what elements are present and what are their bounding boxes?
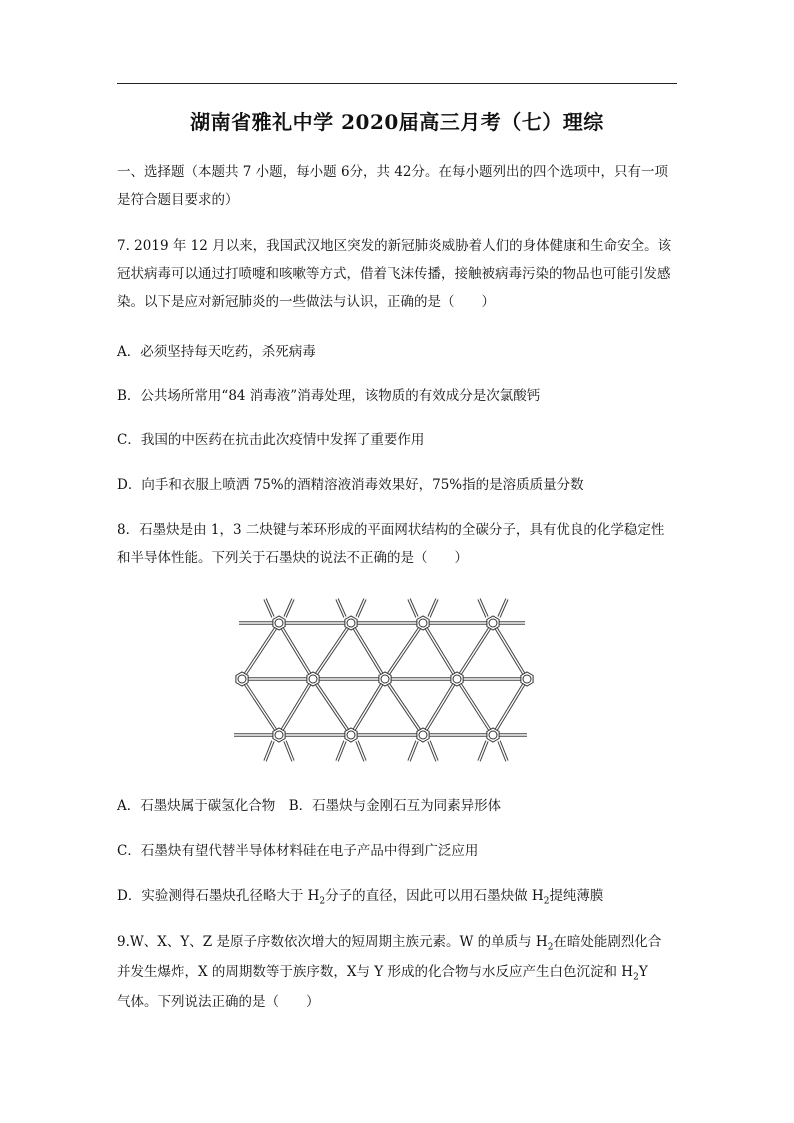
alkyne-bond	[494, 680, 528, 736]
section-heading: 一、选择题（本题共 7 小题，每小题 6分，共 42分。在每小题列出的四个选项中，只有一项是符合题目要求的）	[117, 164, 669, 208]
alkyne-bond	[492, 624, 526, 680]
alkyne-bond	[352, 680, 386, 736]
alkyne-bond	[458, 678, 494, 734]
alkyne-bond	[278, 624, 312, 680]
alkyne-bond	[422, 678, 456, 734]
alkyne-bond	[350, 678, 384, 734]
question-8-option-d: D．实验测得石墨炔孔径略大于 $H_2$分子的直径，因此可以用石墨炔做 $H_2$提纯薄膜	[117, 888, 604, 907]
alkyne-bond	[243, 678, 280, 734]
question-8-option-c: C．石墨炔有望代替半导体材料硅在电子产品中得到广泛应用	[117, 843, 479, 859]
aromatic-circle	[238, 675, 246, 683]
aromatic-circle	[419, 619, 427, 627]
aromatic-circle	[347, 731, 355, 739]
alkyne-bond	[243, 624, 280, 680]
alkyne-bond	[312, 680, 350, 736]
aromatic-circle	[275, 731, 283, 739]
aromatic-circle	[381, 675, 389, 683]
top-rule	[117, 83, 677, 84]
aromatic-circle	[347, 619, 355, 627]
question-7-stem: 7. 2019 年 12 月以来，我国武汉地区突发的新冠肺炎威胁着人们的身体健康和生命安全。该冠状病毒可以通过打喷嚏和咳嗽等方式，借着飞沫传播，接触被病毒污染的物品也可能引发感染。以下是应对新冠肺炎的一些做法与认识，正确的是（ ）	[117, 238, 672, 310]
alkyne-bond	[386, 624, 424, 680]
aromatic-circle	[309, 675, 317, 683]
alkyne-bond	[424, 680, 458, 736]
alkyne-bond	[314, 678, 352, 734]
question-9-line-3: 气体。下列说法正确的是（ ）	[117, 994, 320, 1010]
alkyne-bond	[241, 622, 278, 678]
question-7-option-b: B．公共场所常用“84 消毒液”消毒处理，该物质的有效成分是次氯酸钙	[117, 388, 541, 404]
alkyne-bond	[424, 622, 458, 678]
question-7-option-d: D．向手和衣服上喷洒 75%的酒精溶液消毒效果好，75%指的是溶质质量分数	[117, 477, 584, 493]
alkyne-bond	[241, 680, 278, 736]
benzene-rings	[236, 616, 533, 742]
alkyne-bond	[350, 624, 384, 680]
question-9-line-1: 9.W、X、Y、Z 是原子序数依次增大的短周期主族元素。W 的单质与 $H_2$在暗处能剧烈化合	[117, 934, 662, 953]
alkyne-bond	[312, 622, 350, 678]
alkyne-bond	[456, 680, 492, 736]
question-7-option-c: C．我国的中医药在抗击此次疫情中发挥了重要作用	[117, 432, 425, 448]
alkyne-bond	[384, 622, 422, 678]
alkyne-bond	[494, 622, 528, 678]
question-8-option-ab: A．石墨炔属于碳氢化合物 B．石墨炔与金刚石互为同素异形体	[117, 798, 502, 814]
alkyne-bond	[314, 624, 352, 680]
alkyne-bond	[384, 680, 422, 736]
aromatic-circle	[453, 675, 461, 683]
question-9-line-2: 并发生爆炸，X 的周期数等于族序数，X与 Y 形成的化合物与水反应产生白色沉淀和 $H_2Y$	[117, 964, 648, 983]
aromatic-circle	[275, 619, 283, 627]
aromatic-circle	[489, 619, 497, 627]
graphdiyne-structure-diagram	[227, 595, 572, 767]
alkyne-bond	[422, 624, 456, 680]
alkyne-bond	[280, 622, 314, 678]
alkyne-bond	[278, 678, 312, 734]
aromatic-circle	[523, 675, 531, 683]
aromatic-circle	[419, 731, 427, 739]
alkyne-bond	[456, 622, 492, 678]
alkyne-bond	[492, 678, 526, 734]
question-8-stem: 8．石墨炔是由 1，3 二炔键与苯环形成的平面网状结构的全碳分子，具有优良的化学稳定性和半导体性能。下列关于石墨炔的说法不正确的是（ ）	[117, 522, 665, 566]
page-title: 湖南省雅礼中学 2020届高三月考（七）理综	[190, 110, 604, 134]
alkyne-bond	[352, 622, 386, 678]
aromatic-circle	[489, 731, 497, 739]
alkyne-bond	[458, 624, 494, 680]
question-7-option-a: A．必须坚持每天吃药，杀死病毒	[117, 344, 316, 360]
alkyne-bond	[386, 678, 424, 734]
alkyne-bond	[280, 680, 314, 736]
